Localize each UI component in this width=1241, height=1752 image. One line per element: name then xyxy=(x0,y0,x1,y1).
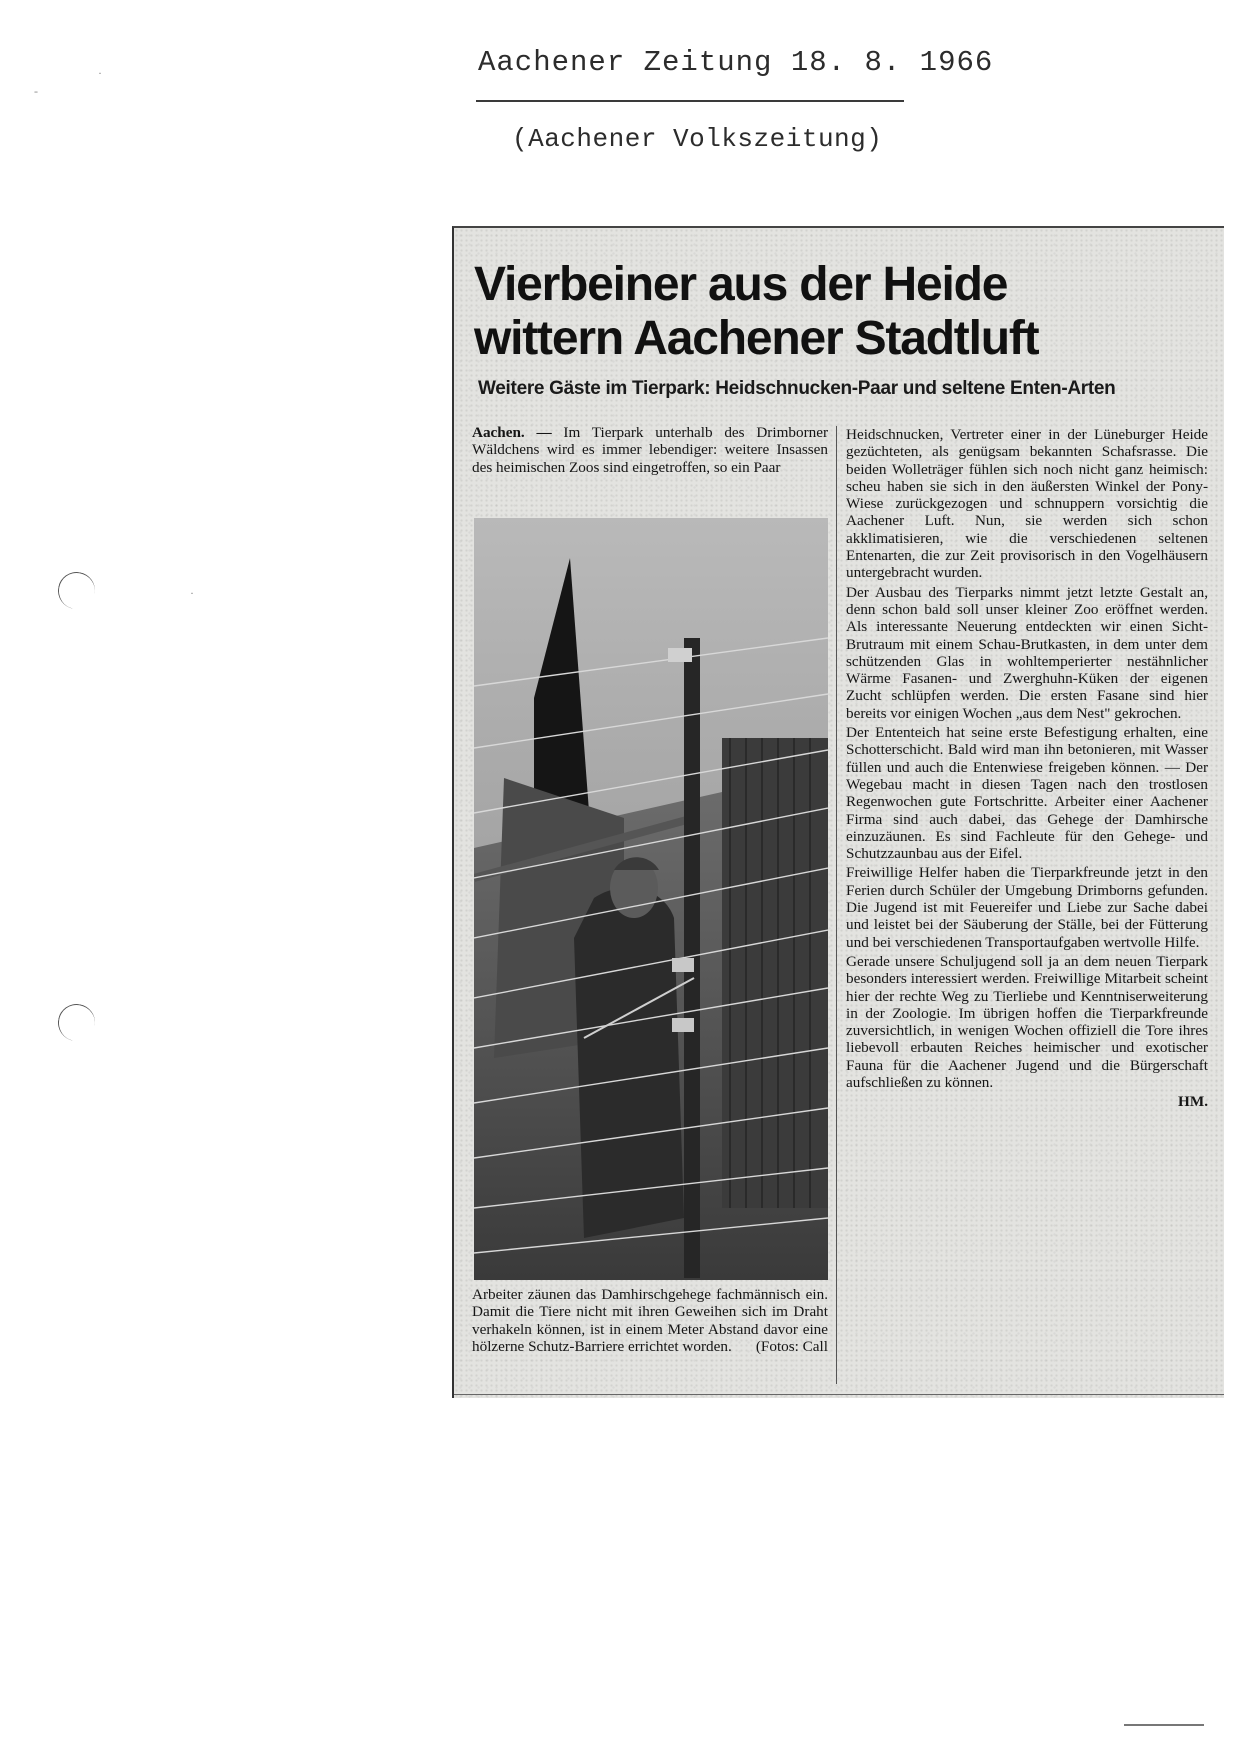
paragraph-5: Gerade unsere Schuljugend soll ja an dem neuen Tierpark besonders interessiert werden. Freiwillige Mitarbeit scheint hier der rechte Weg zu Tierliebe und Kenntniserweiterung in der Zoologie. Im übrigen hoffen die Tierparkfreunde zuversichtlich, in wenigen Wochen offiziell die Tore ihres liebevoll erbauten Reiches heimischer und exotischer Fauna für die Aachener Jugend und die Bürgerschaft aufschließen zu können. xyxy=(846,952,1208,1091)
paragraph-3: Der Ententeich hat seine erste Befestigung erhalten, eine Schotterschicht. Bald wird man ihn betonieren, mit Wasser füllen und auch die Entenwiese freigeben können. — Der Wegebau macht in diesen Tagen nach den trostlosen Regenwochen gute Fortschritte. Arbeiter einer Aachener Firma sind auch dabei, das Gehege der Damhirsche einzuzäunen. Es sind Fachleute für den Gehege- und Schutzzaunbau aus der Eifel. xyxy=(846,724,1208,863)
left-column xyxy=(472,424,828,478)
author-signature: HM. xyxy=(1178,1093,1208,1111)
photo-caption xyxy=(472,1286,828,1355)
stray-scan-mark xyxy=(1124,1724,1204,1726)
paragraph-4: Freiwillige Helfer haben die Tierparkfreunde jetzt in den Ferien durch Schüler der Umgebung Drimborns gefunden. Die Jugend ist mit Feuereifer und Liebe zur Sache dabei und leistet bei der Säuberung der Ställe, bei der Fütterung und bei verschiedenen Transportaufgaben wertvolle Hilfe. xyxy=(846,864,1208,951)
dateline: Aachen. — xyxy=(472,424,552,441)
punch-hole-icon xyxy=(55,1001,98,1044)
clipping-bottom-edge xyxy=(454,1394,1224,1395)
typed-source-line: Aachener Zeitung 18. 8. 1966 xyxy=(478,46,994,79)
headline-line-2: wittern Aachener Stadtluft xyxy=(474,312,1039,365)
caption-text: Arbeiter zäunen das Damhirschgehege fachmännisch ein. Damit die Tiere nicht mit ihren Geweihen sich im Draht verhakeln können, ist in einem Meter Abstand davor eine hölzerne Schutz-Barriere errichtet worden. xyxy=(472,1286,828,1355)
typed-underline xyxy=(476,100,904,102)
headline-line-1: Vierbeiner aus der Heide xyxy=(474,258,1008,311)
dust-speck: · xyxy=(190,586,194,600)
paragraph-1-continued: Heidschnucken, Vertreter einer in der Lüneburger Heide gezüchteten, als genügsam bekannten Schafsrasse. Die beiden Wolleträger fühlen sich noch nicht ganz heimisch: scheu haben sie sich in den äußersten Winkel der Pony-Wiese zurückgezogen und schnuppern vorsichtig die Aachener Luft. Nun, sie werden sich schon akklimatisieren, wie die verschiedenen seltenen Entenarten, die zur Zeit provisorisch in den Vogelhäusern untergebracht wurden. xyxy=(846,426,1208,582)
typed-newspaper-name: (Aachener Volkszeitung) xyxy=(512,124,883,154)
photo-credit: (Fotos: Call xyxy=(755,1337,828,1355)
subheadline: Weitere Gäste im Tierpark: Heidschnucken-Paar und seltene Enten-Arten xyxy=(478,378,1116,399)
headline xyxy=(474,258,1214,366)
lead-paragraph xyxy=(472,424,828,476)
right-column xyxy=(846,426,1208,1111)
photo-fence-worker xyxy=(474,518,828,1280)
column-divider xyxy=(836,426,837,1384)
punch-hole-icon xyxy=(55,569,98,612)
paragraph-2: Der Ausbau des Tierparks nimmt jetzt letzte Gestalt an, denn schon bald soll unser kleiner Zoo eröffnet werden. Als interessante Neuerung entdeckten wir einen Sicht-Brutraum mit einem Schau-Brutkasten, in dem unter dem schützenden Glas in wohltemperierter nestähnlicher Wärme Fasanen- und Zwerghuhn-Küken der eigenen Zucht schlüpfen werden. Die ersten Fasane sind hier bereits vor einigen Wochen „aus dem Nest" gekrochen. xyxy=(846,583,1208,722)
dust-speck: · xyxy=(98,66,102,80)
dust-speck: - xyxy=(34,84,38,98)
newspaper-clipping xyxy=(452,226,1224,1398)
lead-text: Im Tierpark unterhalb des Drimborner Wäldchens wird es immer lebendiger: weitere Insassen des heimischen Zoos sind eingetroffen, so ein Paar xyxy=(472,424,829,476)
news-photo xyxy=(474,518,828,1280)
